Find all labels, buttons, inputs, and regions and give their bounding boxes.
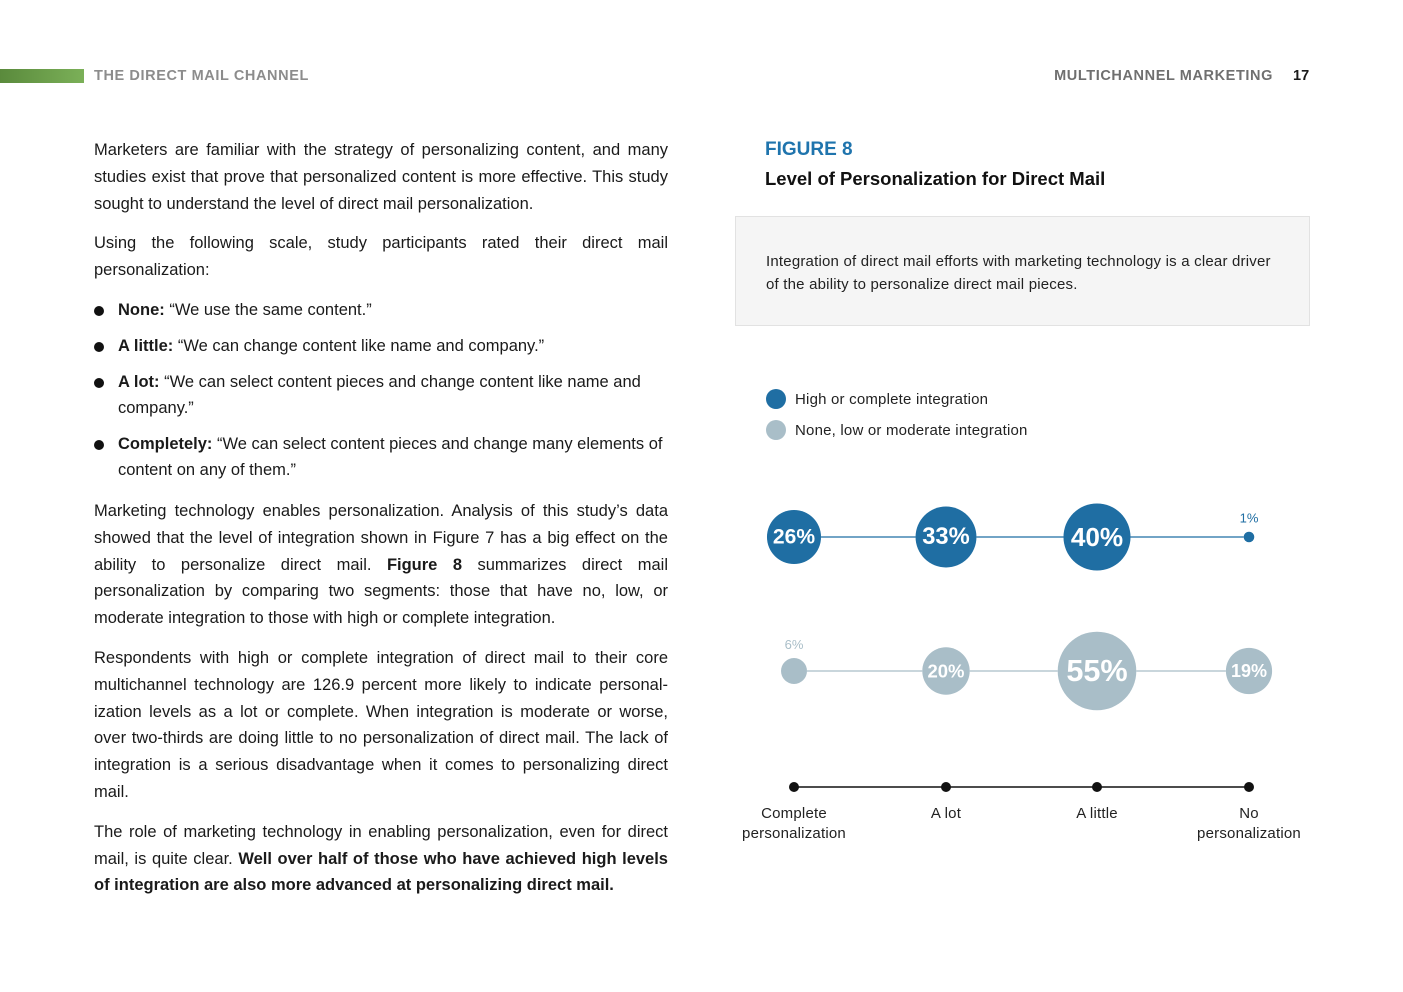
axis-tick-dot [789, 782, 799, 792]
bullet-term: A lot: [118, 372, 160, 391]
legend-item-low [766, 420, 1028, 440]
bullet-text: “We can select content pieces and change content like name and company.” [118, 372, 641, 417]
text-run: summarizes direct mail personalization by comparing two segments: those that have no, low, or moderate integration to those with high or complete integration. [94, 555, 668, 628]
bubble-label: 1% [1239, 510, 1259, 526]
chapter-title: MULTICHANNEL MARKETING [1054, 68, 1273, 84]
bullet-text: “We can select content pieces and change many elements of content on any of them.” [118, 434, 663, 479]
bullet-text: “We can change content like name and company.” [173, 336, 545, 355]
paragraph-respondents: Respondents with high or complete integration of direct mail to their core multichannel technology are 126.9 percent more likely to indicate personal-ization levels as a lot or complete. When integration is moderate or worse, over two-thirds are doing little to no personalization of direct mail. The lack of integration is a serious disadvantage when it comes to personalizing direct mail. [94, 648, 668, 801]
legend-swatch-high [766, 389, 786, 409]
key-finding: Well over half of those who have achieved high levels of integration are also more advanced at personalizing direct mail. [94, 849, 668, 895]
page-number: 17 [1293, 68, 1310, 84]
bubble-label: 20% [927, 660, 965, 682]
axis-tick-dot [1092, 782, 1102, 792]
bullet-icon [94, 306, 104, 316]
figure-reference: Figure 8 [386, 555, 463, 574]
bullet-icon [94, 342, 104, 352]
bullet-text: “We use the same content.” [164, 300, 372, 319]
bullet-term: None: [118, 300, 165, 319]
bubble-chart [720, 495, 1300, 805]
list-item [94, 431, 668, 483]
paragraph-technology [94, 498, 668, 632]
axis-category-label: No personalization [1197, 805, 1301, 842]
axis-tick-dot [1244, 782, 1254, 792]
list-item [94, 333, 668, 359]
legend-item-high [766, 389, 988, 409]
list-item [94, 369, 668, 421]
body-text-column [94, 137, 668, 912]
section-title: THE DIRECT MAIL CHANNEL [94, 68, 309, 84]
bubble-label: 55% [1066, 654, 1128, 688]
bullet-term: Completely: [118, 434, 213, 453]
bubble-label: 19% [1230, 661, 1268, 681]
paragraph-scale: Using the following scale, study participants rated their direct mail personalization: [94, 234, 668, 280]
bullet-icon [94, 440, 104, 450]
bullet-term: A little: [118, 336, 174, 355]
callout-box: Integration of direct mail efforts with marketing technology is a clear driver of the ability to personalize direct mail pieces. [735, 216, 1310, 326]
scale-list [94, 297, 668, 483]
list-item [94, 297, 668, 323]
legend-label: High or complete integration [795, 390, 989, 408]
axis-category-label: A lot [930, 805, 962, 822]
paragraph-conclusion [94, 819, 668, 899]
header-accent-bar [0, 69, 84, 83]
bullet-icon [94, 378, 104, 388]
axis-tick-dot [941, 782, 951, 792]
text-run: Marketing technology enables personalization. Analysis of this study’s data showed that the level of integration shown in Figure 7 has a big effect on the ability to personalize direct mail. [94, 501, 668, 574]
bubble-low-0 [781, 658, 807, 684]
bubble-label: 26% [772, 525, 816, 549]
bubble-label: 33% [922, 524, 970, 550]
bubble-high-3 [1244, 532, 1255, 543]
figure-title: Level of Personalization for Direct Mail [765, 168, 1106, 189]
bubble-label: 6% [784, 637, 804, 653]
axis-category-label: A little [1076, 805, 1118, 822]
legend-label: None, low or moderate integration [795, 421, 1028, 439]
text-run: The role of marketing technology in enabling personalization, even for direct mail, is quite clear. [94, 822, 668, 868]
paragraph-intro: Marketers are familiar with the strategy of personalizing content, and many studies exist that prove that personalized content is more effective. This study sought to understand the level of direct mail personalization. [94, 141, 668, 213]
legend-swatch-low [766, 420, 786, 440]
figure-label: FIGURE 8 [765, 139, 853, 160]
axis-category-label: Complete personalization [742, 805, 846, 842]
bubble-label: 40% [1070, 522, 1124, 552]
